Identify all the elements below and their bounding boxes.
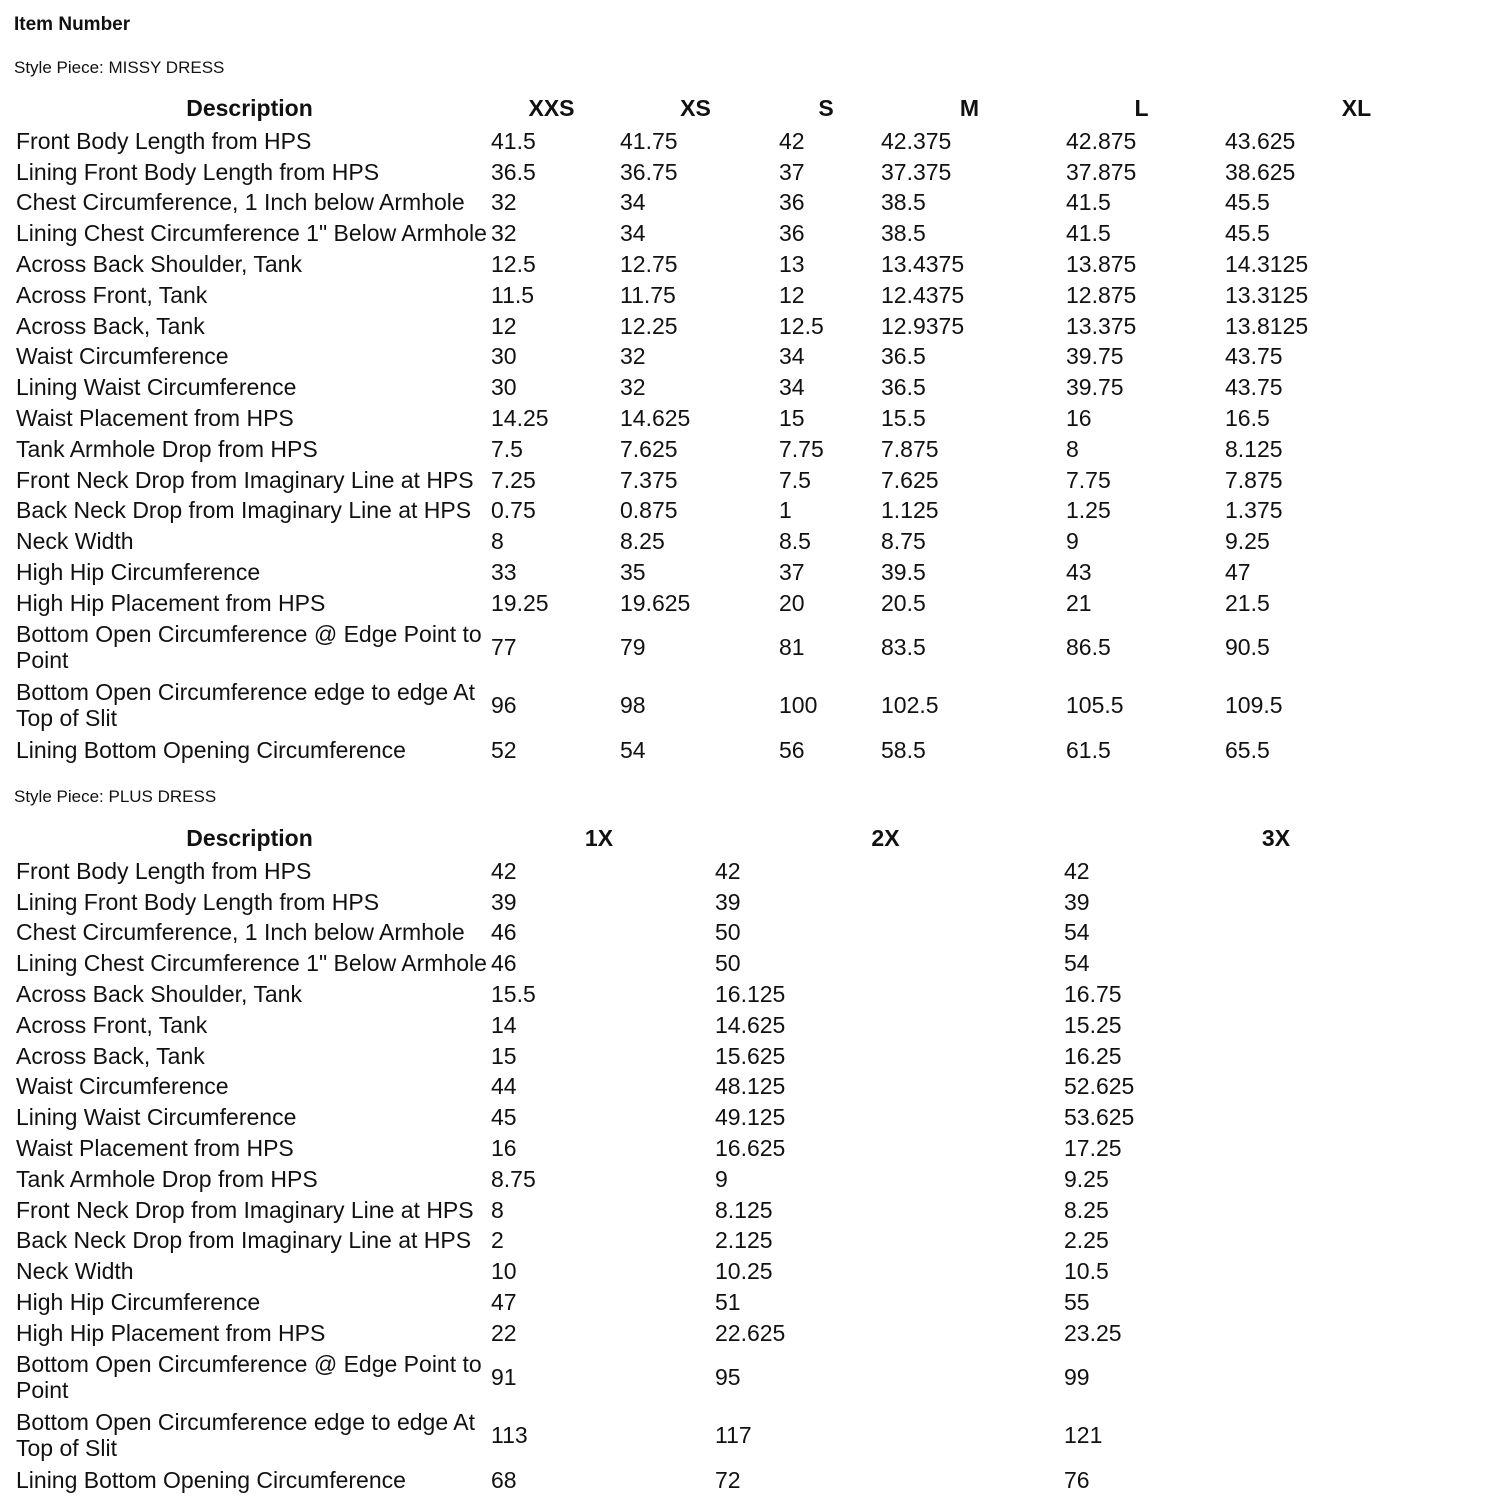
measurement-value: 42	[1064, 857, 1090, 884]
row-description: Across Back Shoulder, Tank	[16, 980, 302, 1007]
table-row	[12, 218, 1492, 249]
table-row	[12, 526, 1492, 557]
row-description: Across Front, Tank	[16, 1011, 208, 1038]
row-description: Chest Circumference, 1 Inch below Armhole	[16, 189, 465, 216]
measurement-value: 20.5	[881, 589, 926, 616]
measurement-value: 14.25	[491, 404, 549, 431]
measurement-value: 12	[779, 281, 805, 308]
measurement-value: 14.625	[715, 1011, 786, 1038]
measurement-value: 55	[1064, 1288, 1090, 1315]
row-description: Tank Armhole Drop from HPS	[16, 435, 318, 462]
measurement-value: 13.375	[1066, 312, 1137, 339]
table-row	[12, 311, 1492, 342]
measurement-value: 7.625	[620, 435, 678, 462]
measurement-value: 12.25	[620, 312, 678, 339]
measurement-value: 16.625	[715, 1134, 786, 1161]
table-row	[12, 1349, 1492, 1407]
measurement-value: 7.5	[779, 466, 811, 493]
measurement-value: 11.75	[620, 281, 676, 308]
measurement-value: 79	[620, 634, 646, 661]
measurement-value: 34	[779, 343, 805, 370]
measurement-value: 7.75	[1066, 466, 1111, 493]
row-description: Bottom Open Circumference @ Edge Point to Point	[16, 621, 482, 673]
measurement-value: 9.25	[1064, 1165, 1109, 1192]
measurement-value: 41.5	[1066, 220, 1111, 247]
row-description: High Hip Placement from HPS	[16, 1319, 326, 1346]
table-row	[12, 619, 1492, 677]
measurement-value: 36.5	[881, 343, 926, 370]
row-description: Lining Waist Circumference	[16, 374, 297, 401]
measurement-value: 12	[491, 312, 517, 339]
measurement-value: 46	[491, 950, 517, 977]
measurement-value: 15	[491, 1042, 517, 1069]
measurement-value: 2	[491, 1227, 504, 1254]
measurement-value: 8	[491, 528, 504, 555]
measurement-value: 19.625	[620, 589, 691, 616]
column-header-size: 1X	[584, 825, 614, 852]
measurement-value: 16	[491, 1134, 517, 1161]
measurement-value: 8.75	[491, 1165, 536, 1192]
measurement-value: 30	[491, 343, 517, 370]
measurement-value: 10.5	[1064, 1258, 1109, 1285]
measurement-value: 109.5	[1225, 692, 1283, 719]
measurement-value: 12.875	[1066, 281, 1137, 308]
measurement-value: 13.4375	[881, 250, 965, 277]
measurement-value: 41.5	[491, 127, 536, 154]
measurement-value: 8.5	[779, 528, 811, 555]
measurement-value: 43.625	[1225, 127, 1296, 154]
row-description: High Hip Circumference	[16, 1288, 261, 1315]
measurement-value: 32	[620, 374, 646, 401]
row-description: Bottom Open Circumference edge to edge At Top of Slit	[16, 1409, 475, 1461]
measurement-value: 98	[620, 692, 646, 719]
measurement-value: 15.5	[881, 404, 926, 431]
measurement-value: 39.5	[881, 558, 926, 585]
measurement-value: 12.5	[779, 312, 824, 339]
measurement-value: 44	[491, 1073, 517, 1100]
row-description: Bottom Open Circumference @ Edge Point to Point	[16, 1351, 482, 1403]
measurement-value: 86.5	[1066, 634, 1111, 661]
measurement-value: 72	[715, 1466, 741, 1493]
measurement-value: 12.4375	[881, 281, 965, 308]
measurement-value: 45	[491, 1104, 517, 1131]
measurement-value: 9	[1066, 528, 1079, 555]
measurement-value: 36	[779, 189, 805, 216]
table-row	[12, 557, 1492, 588]
measurement-value: 54	[1064, 950, 1090, 977]
column-header-size: XL	[1341, 95, 1372, 122]
table-row	[12, 1465, 1492, 1496]
row-description: Lining Front Body Length from HPS	[16, 888, 380, 915]
measurement-value: 39	[1064, 888, 1090, 915]
measurement-value: 13	[779, 250, 805, 277]
measurement-value: 17.25	[1064, 1134, 1122, 1161]
measurement-value: 34	[620, 220, 646, 247]
measurement-value: 16.25	[1064, 1042, 1122, 1069]
row-description: Chest Circumference, 1 Inch below Armhole	[16, 919, 465, 946]
measurement-value: 7.875	[881, 435, 939, 462]
measurement-value: 43.75	[1225, 343, 1283, 370]
measurement-value: 117	[715, 1422, 752, 1449]
measurement-value: 42	[779, 127, 805, 154]
row-description: Neck Width	[16, 528, 134, 555]
measurement-value: 41.75	[620, 127, 678, 154]
measurement-value: 50	[715, 919, 741, 946]
measurement-value: 16.125	[715, 980, 786, 1007]
column-header-size: 3X	[1261, 825, 1291, 852]
measurement-value: 8.75	[881, 528, 926, 555]
table-row	[12, 280, 1492, 311]
measurement-value: 8.125	[715, 1196, 773, 1223]
row-description: Front Neck Drop from Imaginary Line at HPS	[16, 466, 474, 493]
measurement-value: 10.25	[715, 1258, 773, 1285]
measurement-value: 102.5	[881, 692, 939, 719]
table-row	[12, 1256, 1492, 1287]
measurement-value: 39	[491, 888, 517, 915]
plus-spec-table	[12, 822, 1492, 1496]
column-header-size: L	[1134, 95, 1149, 122]
table-row	[12, 1318, 1492, 1349]
row-description: Front Body Length from HPS	[16, 857, 312, 884]
measurement-value: 15.5	[491, 980, 536, 1007]
table-row	[12, 918, 1492, 949]
measurement-value: 42	[715, 857, 741, 884]
table-row	[12, 677, 1492, 735]
table-row	[12, 887, 1492, 918]
measurement-value: 52.625	[1064, 1073, 1135, 1100]
measurement-value: 34	[779, 374, 805, 401]
measurement-value: 105.5	[1066, 692, 1124, 719]
measurement-value: 51	[715, 1288, 741, 1315]
measurement-value: 16.5	[1225, 404, 1270, 431]
plus-style-label: Style Piece: PLUS DRESS	[14, 787, 217, 806]
row-description: Waist Circumference	[16, 1073, 229, 1100]
measurement-value: 1.375	[1225, 497, 1283, 524]
measurement-value: 48.125	[715, 1073, 786, 1100]
table-row	[12, 979, 1492, 1010]
measurement-value: 65.5	[1225, 736, 1270, 763]
measurement-value: 46	[491, 919, 517, 946]
row-description: Across Front, Tank	[16, 281, 208, 308]
measurement-value: 36	[779, 220, 805, 247]
row-description: Waist Circumference	[16, 343, 229, 370]
row-description: Bottom Open Circumference edge to edge At Top of Slit	[16, 679, 475, 731]
row-description: Lining Bottom Opening Circumference	[16, 736, 406, 763]
measurement-value: 100	[779, 692, 818, 719]
row-description: Lining Chest Circumference 1" Below Armhole	[16, 220, 487, 247]
measurement-value: 37	[779, 558, 805, 585]
measurement-value: 54	[620, 736, 646, 763]
measurement-value: 19.25	[491, 589, 549, 616]
table-row	[12, 496, 1492, 527]
measurement-value: 37.375	[881, 158, 952, 185]
measurement-value: 47	[1225, 558, 1251, 585]
measurement-value: 36.5	[491, 158, 536, 185]
measurement-value: 42.875	[1066, 127, 1137, 154]
table-row	[12, 372, 1492, 403]
measurement-value: 32	[491, 220, 517, 247]
measurement-value: 113	[491, 1422, 528, 1449]
table-row	[12, 157, 1492, 188]
measurement-value: 7.375	[620, 466, 678, 493]
measurement-value: 14.3125	[1225, 250, 1309, 277]
row-description: Waist Placement from HPS	[16, 404, 294, 431]
table-row	[12, 1133, 1492, 1164]
row-description: Lining Front Body Length from HPS	[16, 158, 380, 185]
measurement-value: 7.25	[491, 466, 536, 493]
item-number-label: Item Number	[14, 14, 131, 35]
measurement-value: 33	[491, 558, 517, 585]
measurement-value: 52	[491, 736, 517, 763]
measurement-value: 45.5	[1225, 189, 1270, 216]
measurement-value: 9.25	[1225, 528, 1270, 555]
row-description: Across Back Shoulder, Tank	[16, 250, 302, 277]
measurement-value: 77	[491, 634, 517, 661]
column-header-description: Description	[186, 825, 313, 852]
measurement-value: 22.625	[715, 1319, 786, 1346]
column-header-size: XXS	[528, 95, 575, 122]
measurement-value: 38.5	[881, 220, 926, 247]
measurement-value: 36.75	[620, 158, 678, 185]
row-description: High Hip Circumference	[16, 558, 261, 585]
row-description: Across Back, Tank	[16, 312, 205, 339]
table-row	[12, 1164, 1492, 1195]
table-row	[12, 1407, 1492, 1465]
measurement-value: 7.5	[491, 435, 523, 462]
table-row	[12, 403, 1492, 434]
measurement-value: 12.9375	[881, 312, 965, 339]
row-description: Lining Bottom Opening Circumference	[16, 1466, 406, 1493]
table-row	[12, 1195, 1492, 1226]
column-header-size: S	[818, 95, 834, 122]
measurement-value: 35	[620, 558, 646, 585]
measurement-value: 76	[1064, 1466, 1090, 1493]
table-row	[12, 1102, 1492, 1133]
measurement-value: 15.25	[1064, 1011, 1122, 1038]
measurement-value: 13.3125	[1225, 281, 1309, 308]
measurement-value: 8	[1066, 435, 1079, 462]
missy-style-label: Style Piece: MISSY DRESS	[14, 58, 225, 77]
measurement-value: 32	[620, 343, 646, 370]
measurement-value: 37	[779, 158, 805, 185]
measurement-value: 23.25	[1064, 1319, 1122, 1346]
row-description: Back Neck Drop from Imaginary Line at HPS	[16, 1227, 472, 1254]
measurement-value: 91	[491, 1364, 517, 1391]
table-row	[12, 434, 1492, 465]
measurement-value: 43.75	[1225, 374, 1283, 401]
table-row	[12, 342, 1492, 373]
measurement-value: 41.5	[1066, 189, 1111, 216]
measurement-value: 21.5	[1225, 589, 1270, 616]
measurement-value: 95	[715, 1364, 741, 1391]
measurement-value: 43	[1066, 558, 1092, 585]
measurement-value: 8.25	[1064, 1196, 1109, 1223]
measurement-value: 1.25	[1066, 497, 1111, 524]
row-description: Front Neck Drop from Imaginary Line at HPS	[16, 1196, 474, 1223]
measurement-value: 68	[491, 1466, 517, 1493]
measurement-value: 12.75	[620, 250, 678, 277]
measurement-value: 45.5	[1225, 220, 1270, 247]
measurement-value: 13.875	[1066, 250, 1137, 277]
table-row	[12, 735, 1492, 766]
measurement-value: 2.125	[715, 1227, 773, 1254]
column-header-size: 2X	[871, 825, 900, 852]
measurement-value: 10	[491, 1258, 517, 1285]
row-description: Lining Waist Circumference	[16, 1104, 297, 1131]
measurement-value: 49.125	[715, 1104, 786, 1131]
measurement-value: 121	[1064, 1422, 1103, 1449]
measurement-value: 7.625	[881, 466, 939, 493]
measurement-value: 20	[779, 589, 805, 616]
measurement-value: 37.875	[1066, 158, 1137, 185]
measurement-value: 32	[491, 189, 517, 216]
measurement-value: 38.5	[881, 189, 926, 216]
table-row	[12, 126, 1492, 157]
row-description: Tank Armhole Drop from HPS	[16, 1165, 318, 1192]
measurement-value: 14.625	[620, 404, 691, 431]
measurement-value: 15.625	[715, 1042, 786, 1069]
measurement-value: 21	[1066, 589, 1092, 616]
measurement-value: 7.75	[779, 435, 824, 462]
measurement-value: 11.5	[491, 281, 535, 308]
measurement-value: 16	[1066, 404, 1092, 431]
table-row	[12, 948, 1492, 979]
measurement-value: 7.875	[1225, 466, 1283, 493]
table-row	[12, 188, 1492, 219]
measurement-value: 0.875	[620, 497, 678, 524]
table-row	[12, 249, 1492, 280]
measurement-value: 13.8125	[1225, 312, 1309, 339]
column-header-size: M	[959, 95, 980, 122]
measurement-value: 99	[1064, 1364, 1090, 1391]
table-row	[12, 856, 1492, 887]
measurement-value: 34	[620, 189, 646, 216]
measurement-value: 83.5	[881, 634, 926, 661]
row-description: High Hip Placement from HPS	[16, 589, 326, 616]
measurement-value: 16.75	[1064, 980, 1122, 1007]
measurement-value: 9	[715, 1165, 728, 1192]
measurement-value: 47	[491, 1288, 517, 1315]
measurement-value: 30	[491, 374, 517, 401]
row-description: Lining Chest Circumference 1" Below Armhole	[16, 950, 487, 977]
measurement-value: 90.5	[1225, 634, 1270, 661]
plus-header-row	[12, 822, 1492, 856]
row-description: Back Neck Drop from Imaginary Line at HPS	[16, 497, 472, 524]
row-description: Across Back, Tank	[16, 1042, 205, 1069]
missy-header-row	[12, 92, 1492, 126]
measurement-value: 39	[715, 888, 741, 915]
measurement-value: 42	[491, 857, 517, 884]
measurement-value: 39.75	[1066, 343, 1124, 370]
measurement-value: 42.375	[881, 127, 952, 154]
measurement-value: 15	[779, 404, 805, 431]
measurement-value: 8.125	[1225, 435, 1283, 462]
column-header-size: XS	[680, 95, 711, 122]
column-header-description: Description	[186, 95, 313, 122]
measurement-value: 54	[1064, 919, 1090, 946]
row-description: Neck Width	[16, 1258, 134, 1285]
measurement-value: 2.25	[1064, 1227, 1109, 1254]
measurement-value: 56	[779, 736, 805, 763]
measurement-value: 8	[491, 1196, 504, 1223]
measurement-value: 1	[779, 497, 792, 524]
measurement-value: 81	[779, 634, 805, 661]
missy-spec-table	[12, 92, 1492, 766]
measurement-value: 1.125	[881, 497, 939, 524]
table-row	[12, 588, 1492, 619]
measurement-value: 58.5	[881, 736, 926, 763]
measurement-value: 36.5	[881, 374, 926, 401]
measurement-value: 8.25	[620, 528, 665, 555]
measurement-value: 96	[491, 692, 517, 719]
measurement-value: 39.75	[1066, 374, 1124, 401]
measurement-value: 12.5	[491, 250, 536, 277]
row-description: Waist Placement from HPS	[16, 1134, 294, 1161]
table-row	[12, 1226, 1492, 1257]
measurement-value: 14	[491, 1011, 517, 1038]
measurement-value: 50	[715, 950, 741, 977]
measurement-value: 0.75	[491, 497, 536, 524]
table-row	[12, 465, 1492, 496]
row-description: Front Body Length from HPS	[16, 127, 312, 154]
measurement-value: 61.5	[1066, 736, 1111, 763]
table-row	[12, 1287, 1492, 1318]
table-row	[12, 1010, 1492, 1041]
measurement-value: 38.625	[1225, 158, 1296, 185]
table-row	[12, 1041, 1492, 1072]
measurement-value: 22	[491, 1319, 517, 1346]
table-row	[12, 1072, 1492, 1103]
measurement-value: 53.625	[1064, 1104, 1135, 1131]
